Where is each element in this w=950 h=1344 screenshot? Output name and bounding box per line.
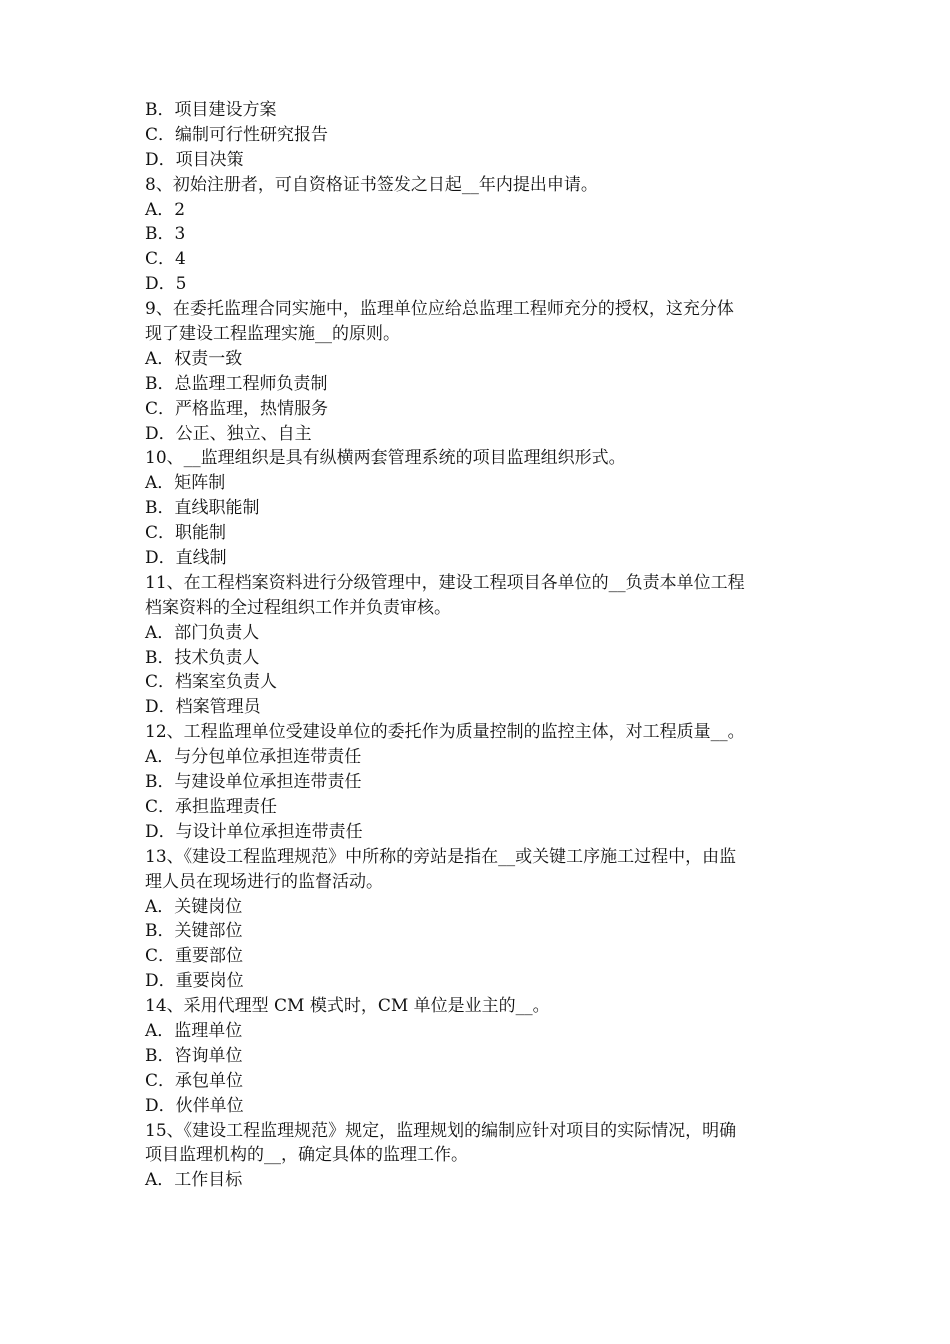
text-line: D．项目决策 bbox=[145, 149, 244, 170]
text-line: 档案资料的全过程组织工作并负责审核。 bbox=[145, 597, 451, 618]
text-line: D．直线制 bbox=[145, 548, 227, 569]
text-line: C．承担监理责任 bbox=[145, 796, 278, 817]
text-line: 理人员在现场进行的监督活动。 bbox=[145, 871, 383, 892]
text-line: B．技术负责人 bbox=[145, 647, 260, 668]
text-line: B．3 bbox=[145, 224, 186, 245]
text-line: 15、《建设工程监理规范》规定，监理规划的编制应针对项目的实际情况，明确 bbox=[145, 1120, 737, 1141]
text-line: B．关键部位 bbox=[145, 921, 243, 942]
text-line: B．与建设单位承担连带责任 bbox=[145, 772, 362, 793]
text-line: A．权责一致 bbox=[145, 348, 243, 369]
text-line: B．总监理工程师负责制 bbox=[145, 373, 328, 394]
text-line: 8、初始注册者，可自资格证书签发之日起__年内提出申请。 bbox=[145, 174, 598, 195]
text-line: 11、在工程档案资料进行分级管理中，建设工程项目各单位的__负责本单位工程 bbox=[145, 572, 745, 593]
text-line: C．重要部位 bbox=[145, 946, 244, 967]
text-line: D．公正、独立、自主 bbox=[145, 423, 312, 444]
text-line: D．与设计单位承担连带责任 bbox=[145, 821, 363, 842]
text-line: 9、在委托监理合同实施中，监理单位应给总监理工程师充分的授权，这充分体 bbox=[145, 299, 734, 320]
text-line: A．监理单位 bbox=[145, 1020, 243, 1041]
text-line: A．2 bbox=[145, 199, 186, 220]
text-line: A．部门负责人 bbox=[145, 622, 260, 643]
text-line: C．严格监理，热情服务 bbox=[145, 398, 329, 419]
text-line: B．直线职能制 bbox=[145, 498, 260, 519]
text-line: 13、《建设工程监理规范》中所称的旁站是指在__或关键工序施工过程中，由监 bbox=[145, 846, 737, 867]
text-line: D．档案管理员 bbox=[145, 697, 261, 718]
text-line: D．重要岗位 bbox=[145, 971, 244, 992]
text-line: B．咨询单位 bbox=[145, 1045, 243, 1066]
text-line: C．编制可行性研究报告 bbox=[145, 124, 329, 145]
text-line: 项目监理机构的__，确定具体的监理工作。 bbox=[145, 1145, 468, 1166]
text-line: 12、工程监理单位受建设单位的委托作为质量控制的监控主体，对工程质量__。 bbox=[145, 722, 745, 743]
text-line: 现了建设工程监理实施__的原则。 bbox=[145, 324, 400, 345]
text-line: 14、采用代理型 CM 模式时，CM 单位是业主的__。 bbox=[145, 996, 550, 1017]
text-line: A．工作目标 bbox=[145, 1170, 243, 1191]
text-line: D．5 bbox=[145, 274, 187, 295]
text-line: C．承包单位 bbox=[145, 1070, 244, 1091]
text-line: A．矩阵制 bbox=[145, 473, 226, 494]
text-line: B．项目建设方案 bbox=[145, 100, 277, 120]
document-page bbox=[145, 98, 810, 1193]
text-line: A．与分包单位承担连带责任 bbox=[145, 747, 362, 768]
text-line: A．关键岗位 bbox=[145, 896, 243, 917]
text-line: C．4 bbox=[145, 249, 186, 270]
text-line: C．职能制 bbox=[145, 523, 227, 544]
text-line: 10、__监理组织是具有纵横两套管理系统的项目监理组织形式。 bbox=[145, 448, 626, 469]
text-line: C．档案室负责人 bbox=[145, 672, 278, 693]
text-line: D．伙伴单位 bbox=[145, 1095, 244, 1116]
